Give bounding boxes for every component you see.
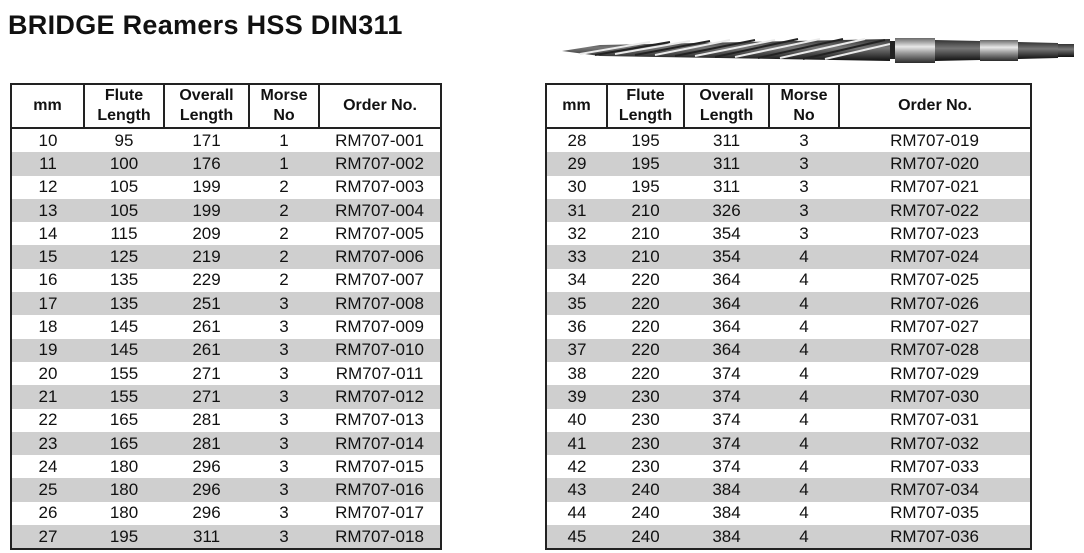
cell-mm: 20 [38,363,58,383]
cell-order-no: RM707-003 [335,177,424,197]
cell-morse-no: 4 [799,410,809,430]
cell-order-no: RM707-009 [335,317,424,337]
cell-order-no: RM707-018 [319,525,441,549]
cell-flute-length: 105 [109,177,139,197]
table-row [11,525,441,549]
cell-order-no: RM707-004 [319,199,441,222]
cell-mm: 18 [38,317,58,337]
page-title: BRIDGE Reamers HSS DIN311 [8,10,403,40]
table-row [546,269,1031,292]
table-header-row [11,84,441,128]
table-row [11,269,441,292]
cell-overall-length: 199 [164,199,249,222]
table-row [546,292,1031,315]
cell-order-no: RM707-019 [890,130,979,150]
cell-overall-length: 311 [712,130,741,150]
cell-mm: 13 [11,199,84,222]
cell-morse-no: 4 [799,456,809,476]
cell-mm: 15 [11,245,84,268]
table-row [546,502,1031,525]
cell-order-no: RM707-029 [890,363,979,383]
cell-mm: 43 [546,478,607,501]
cell-mm: 24 [38,456,58,476]
cell-mm: 35 [546,292,607,315]
table-row [11,478,441,501]
cell-flute-length: 165 [84,432,164,455]
cell-order-no: RM707-017 [335,503,424,523]
cell-morse-no: 3 [279,503,289,523]
table-row [11,502,441,525]
cell-flute-length: 105 [84,199,164,222]
table-row [11,128,441,152]
header-flute-length: Flute Length [84,84,164,128]
cell-order-no: RM707-031 [890,410,979,430]
cell-overall-length: 364 [684,339,769,362]
cell-overall-length: 261 [192,317,221,337]
table-row [546,362,1031,385]
cell-overall-length: 199 [192,177,221,197]
cell-order-no: RM707-005 [335,223,424,243]
header-mm: mm [546,84,607,128]
cell-overall-length: 271 [192,363,221,383]
table-row [11,409,441,432]
cell-overall-length: 296 [164,478,249,501]
cell-flute-length: 195 [631,177,660,197]
cell-order-no: RM707-020 [839,152,1031,175]
cell-overall-length: 311 [164,525,249,549]
cell-order-no: RM707-013 [335,410,424,430]
cell-overall-length: 326 [684,199,769,222]
cell-flute-length: 195 [631,130,660,150]
cell-flute-length: 100 [84,152,164,175]
cell-order-no: RM707-021 [890,177,979,197]
cell-mm: 22 [38,410,58,430]
cell-order-no: RM707-036 [839,525,1031,549]
table-row [11,245,441,268]
table-row [546,409,1031,432]
cell-mm: 42 [567,456,587,476]
cell-morse-no: 4 [799,503,809,523]
cell-overall-length: 364 [684,292,769,315]
cell-morse-no: 4 [769,432,839,455]
cell-mm: 14 [38,223,58,243]
cell-mm: 31 [546,199,607,222]
table-row [11,385,441,408]
cell-flute-length: 95 [114,130,134,150]
cell-flute-length: 240 [607,525,684,549]
cell-flute-length: 155 [109,363,139,383]
cell-flute-length: 195 [607,152,684,175]
cell-morse-no: 4 [799,270,809,290]
table-row [546,478,1031,501]
cell-order-no: RM707-001 [335,130,424,150]
cell-mm: 32 [567,223,587,243]
cell-morse-no: 3 [279,410,289,430]
cell-morse-no: 4 [799,317,809,337]
cell-morse-no: 4 [769,245,839,268]
cell-morse-no: 2 [279,177,289,197]
reamer-table-right [545,83,1032,550]
cell-flute-length: 115 [110,223,138,243]
cell-morse-no: 4 [769,478,839,501]
cell-overall-length: 209 [192,223,221,243]
header-flute-length: Flute Length [607,84,684,128]
cell-overall-length: 229 [192,270,221,290]
cell-order-no: RM707-026 [839,292,1031,315]
cell-morse-no: 3 [799,130,809,150]
cell-overall-length: 374 [712,363,741,383]
header-overall-length: Overall Length [684,84,769,128]
cell-mm: 28 [567,130,587,150]
cell-overall-length: 374 [684,385,769,408]
cell-flute-length: 180 [84,478,164,501]
cell-morse-no: 3 [249,478,319,501]
cell-morse-no: 3 [249,339,319,362]
cell-mm: 17 [11,292,84,315]
cell-order-no: RM707-034 [839,478,1031,501]
cell-mm: 16 [38,270,58,290]
cell-order-no: RM707-011 [335,363,424,383]
cell-mm: 10 [38,130,58,150]
cell-overall-length: 296 [192,456,221,476]
table-row [546,199,1031,222]
cell-overall-length: 354 [684,245,769,268]
cell-morse-no: 3 [249,385,319,408]
cell-flute-length: 210 [607,245,684,268]
cell-order-no: RM707-025 [890,270,979,290]
cell-mm: 38 [567,363,587,383]
cell-flute-length: 220 [631,363,660,383]
cell-order-no: RM707-014 [319,432,441,455]
cell-morse-no: 2 [249,245,319,268]
cell-flute-length: 180 [109,456,139,476]
cell-overall-length: 354 [712,223,741,243]
table-row [546,128,1031,152]
cell-mm: 34 [567,270,587,290]
cell-flute-length: 145 [84,339,164,362]
cell-mm: 41 [546,432,607,455]
cell-mm: 25 [11,478,84,501]
cell-mm: 11 [11,152,84,175]
cell-mm: 21 [11,385,84,408]
cell-flute-length: 220 [631,317,660,337]
header-order-no: Order No. [319,84,441,128]
cell-morse-no: 4 [799,363,809,383]
cell-overall-length: 296 [192,503,221,523]
table-row [546,176,1031,199]
cell-flute-length: 230 [631,456,660,476]
cell-overall-length: 281 [164,432,249,455]
table-row [546,245,1031,268]
table-row [546,315,1031,338]
cell-morse-no: 3 [799,223,809,243]
table-row [11,176,441,199]
cell-overall-length: 171 [192,130,221,150]
cell-flute-length: 220 [631,270,660,290]
cell-order-no: RM707-032 [839,432,1031,455]
cell-overall-length: 311 [712,177,741,197]
table-row [546,432,1031,455]
cell-morse-no: 3 [279,456,289,476]
cell-order-no: RM707-024 [839,245,1031,268]
table-row [546,455,1031,478]
cell-order-no: RM707-007 [335,270,424,290]
cell-flute-length: 135 [109,270,139,290]
cell-order-no: RM707-027 [890,317,979,337]
table-row [11,292,441,315]
cell-morse-no: 1 [249,152,319,175]
cell-overall-length: 374 [684,432,769,455]
table-row [11,152,441,175]
cell-flute-length: 240 [631,503,660,523]
cell-overall-length: 364 [712,270,741,290]
cell-order-no: RM707-002 [319,152,441,175]
cell-flute-length: 145 [109,317,139,337]
bridge-reamer-image [560,34,1080,70]
cell-morse-no: 3 [769,152,839,175]
cell-overall-length: 374 [712,410,741,430]
cell-mm: 36 [567,317,587,337]
cell-flute-length: 210 [631,223,660,243]
cell-mm: 19 [11,339,84,362]
cell-overall-length: 384 [684,525,769,549]
cell-flute-length: 195 [84,525,164,549]
cell-morse-no: 4 [769,292,839,315]
cell-morse-no: 3 [249,432,319,455]
cell-order-no: RM707-028 [839,339,1031,362]
cell-flute-length: 230 [607,385,684,408]
reamer-table-left [10,83,442,550]
table-row [11,339,441,362]
cell-order-no: RM707-015 [335,456,424,476]
cell-flute-length: 125 [84,245,164,268]
header-mm: mm [11,84,84,128]
cell-morse-no: 3 [249,292,319,315]
cell-overall-length: 384 [712,503,741,523]
cell-mm: 29 [546,152,607,175]
cell-mm: 12 [38,177,58,197]
cell-overall-length: 251 [164,292,249,315]
table-row [546,525,1031,549]
table-row [11,199,441,222]
cell-flute-length: 220 [607,292,684,315]
cell-flute-length: 180 [109,503,139,523]
cell-overall-length: 219 [164,245,249,268]
cell-morse-no: 4 [769,385,839,408]
cell-morse-no: 4 [769,525,839,549]
table-row [11,432,441,455]
cell-mm: 26 [38,503,58,523]
cell-order-no: RM707-022 [839,199,1031,222]
cell-overall-length: 384 [684,478,769,501]
cell-mm: 44 [567,503,587,523]
table-row [546,385,1031,408]
cell-morse-no: 2 [249,199,319,222]
cell-order-no: RM707-033 [890,456,979,476]
cell-mm: 39 [546,385,607,408]
cell-flute-length: 165 [109,410,139,430]
cell-morse-no: 1 [279,130,289,150]
cell-flute-length: 210 [607,199,684,222]
table-row [546,339,1031,362]
table-row [546,222,1031,245]
cell-morse-no: 2 [279,223,289,243]
cell-mm: 37 [546,339,607,362]
cell-overall-length: 311 [684,152,769,175]
header-morse-no: Morse No [249,84,319,128]
cell-order-no: RM707-006 [319,245,441,268]
cell-order-no: RM707-008 [319,292,441,315]
cell-mm: 40 [567,410,587,430]
cell-order-no: RM707-035 [890,503,979,523]
cell-morse-no: 3 [279,363,289,383]
cell-overall-length: 271 [164,385,249,408]
cell-mm: 23 [11,432,84,455]
cell-order-no: RM707-030 [839,385,1031,408]
table-row [11,455,441,478]
cell-morse-no: 3 [799,177,809,197]
header-overall-length: Overall Length [164,84,249,128]
cell-order-no: RM707-016 [319,478,441,501]
cell-mm: 30 [567,177,587,197]
cell-order-no: RM707-012 [319,385,441,408]
cell-overall-length: 281 [192,410,221,430]
cell-overall-length: 176 [164,152,249,175]
cell-morse-no: 4 [769,339,839,362]
cell-order-no: RM707-010 [319,339,441,362]
cell-flute-length: 155 [84,385,164,408]
cell-mm: 45 [546,525,607,549]
header-order-no: Order No. [839,84,1031,128]
cell-flute-length: 230 [607,432,684,455]
cell-mm: 33 [546,245,607,268]
cell-order-no: RM707-023 [890,223,979,243]
cell-morse-no: 2 [279,270,289,290]
cell-overall-length: 261 [164,339,249,362]
cell-morse-no: 3 [769,199,839,222]
cell-overall-length: 374 [712,456,741,476]
table-row [11,362,441,385]
table-header-row [546,84,1031,128]
table-row [11,315,441,338]
cell-overall-length: 364 [712,317,741,337]
table-row [546,152,1031,175]
cell-morse-no: 3 [249,525,319,549]
cell-flute-length: 220 [607,339,684,362]
cell-morse-no: 3 [279,317,289,337]
cell-flute-length: 240 [607,478,684,501]
cell-flute-length: 230 [631,410,660,430]
cell-mm: 27 [11,525,84,549]
header-morse-no: Morse No [769,84,839,128]
cell-flute-length: 135 [84,292,164,315]
table-row [11,222,441,245]
